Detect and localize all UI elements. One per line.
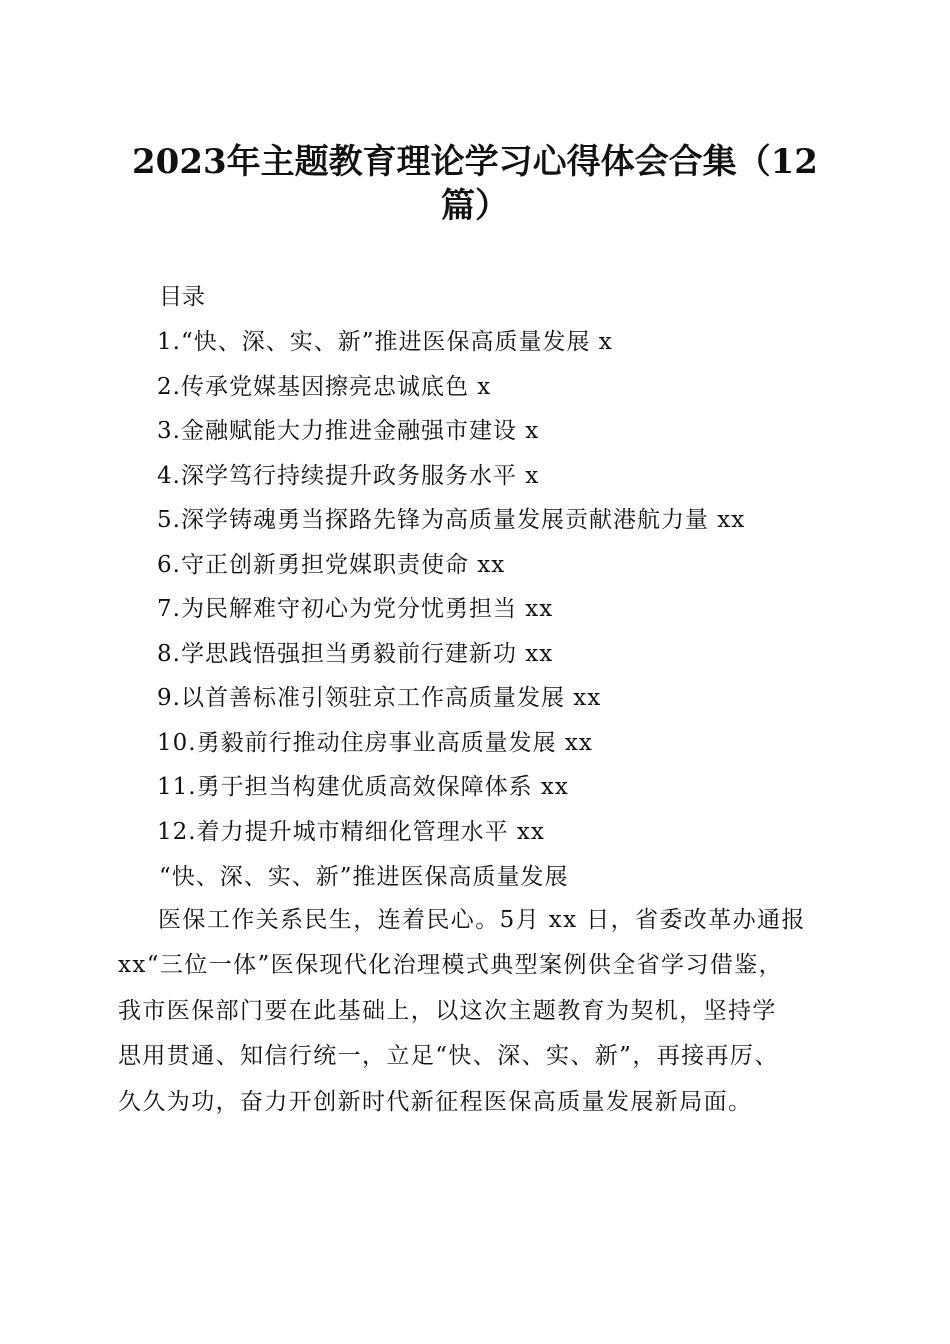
toc-item-7: 7.为民解难守初心为党分忧勇担当 xx [157,596,554,622]
body-line-5: 久久为功，奋力开创新时代新征程医保高质量发展新局面。 [118,1088,753,1115]
body-paragraph [118,904,838,1131]
body-line-1: 医保工作关系民生，连着民心。5月 xx 日，省委改革办通报 [158,907,806,933]
document-title-line-2: 篇） [441,186,509,226]
toc-item-9: 9.以首善标准引领驻京工作高质量发展 xx [157,685,602,711]
body-line-4: 思用贯通、知信行统一，立足“快、深、实、新”，再接再厉、 [118,1043,779,1070]
toc-item-5: 5.深学铸魂勇当探路先锋为高质量发展贡献港航力量 xx [157,507,746,533]
body-line-2: xx“三位一体”医保现代化治理模式典型案例供全省学习借鉴， [118,952,784,979]
toc-item-2: 2.传承党媒基因擦亮忠诚底色 x [157,373,492,400]
toc-heading: 目录 [159,284,205,310]
table-of-contents [157,326,745,860]
toc-item-6: 6.守正创新勇担党媒职责使命 xx [157,551,506,578]
toc-item-11: 11.勇于担当构建优质高效保障体系 xx [157,774,569,800]
toc-item-12: 12.着力提升城市精细化管理水平 xx [157,818,545,845]
toc-item-8: 8.学思践悟强担当勇毅前行建新功 xx [157,640,554,667]
toc-item-10: 10.勇毅前行推动住房事业高质量发展 xx [157,729,593,756]
document-title-line-1: 2023年主题教育理论学习心得体会合集（12 [132,142,818,182]
toc-item-4: 4.深学笃行持续提升政务服务水平 x [157,462,540,489]
section-title: “快、深、实、新”推进医保高质量发展 [159,864,569,890]
toc-item-1: 1.“快、深、实、新”推进医保高质量发展 x [157,329,613,355]
body-line-3: 我市医保部门要在此基础上，以这次主题教育为契机，坚持学 [118,997,777,1024]
toc-item-3: 3.金融赋能大力推进金融强市建设 x [157,418,540,444]
